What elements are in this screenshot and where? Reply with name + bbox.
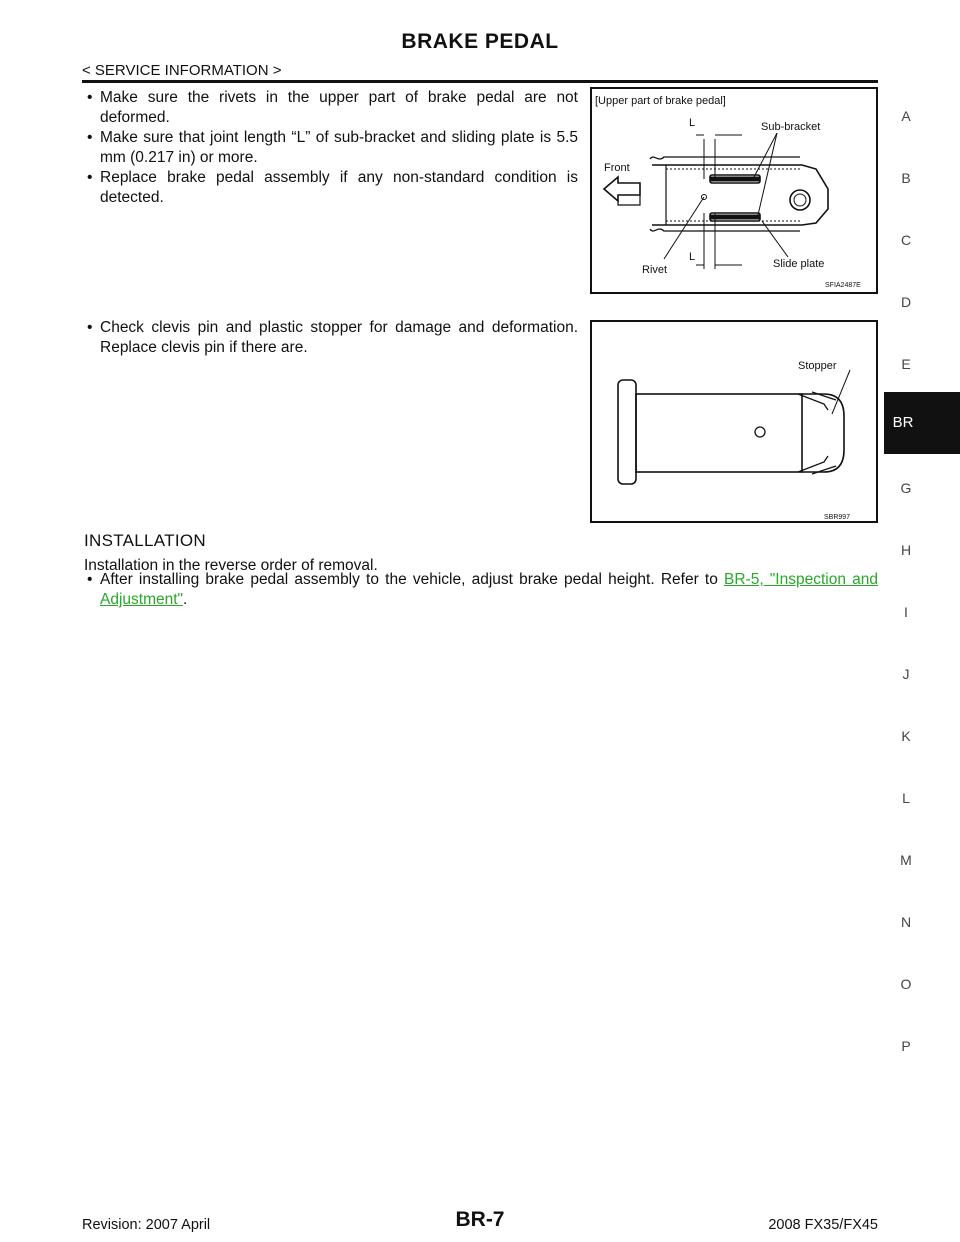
section-index-b[interactable]: B (901, 170, 911, 186)
inspection-adjustment-link[interactable]: BR-5, "Inspection and Adjustment" (100, 571, 878, 608)
figure-upper-brake-pedal (590, 87, 878, 294)
figure-clevis-pin (590, 320, 878, 523)
clevis-check-list (84, 318, 578, 358)
figure-caption: [Upper part of brake pedal] (595, 95, 726, 107)
label-stopper: Stopper (798, 360, 837, 372)
section-index-o[interactable]: O (900, 976, 912, 992)
footer-page-number: BR-7 (455, 1208, 505, 1231)
installation-heading: INSTALLATION (84, 531, 206, 550)
section-index-h[interactable]: H (900, 542, 912, 558)
label-rivet: Rivet (642, 264, 668, 276)
label-l-bottom: L (689, 251, 696, 263)
installation-intro: Installation in the reverse order of removal. (84, 557, 378, 574)
front-arrow-icon (604, 177, 640, 205)
label-sub-bracket: Sub-bracket (761, 121, 821, 133)
header-rule (82, 80, 878, 83)
label-front: Front (604, 162, 630, 174)
section-index-c[interactable]: C (900, 232, 912, 248)
page-title: BRAKE PEDAL (401, 30, 559, 53)
section-index-i[interactable]: I (904, 604, 908, 620)
footer-revision: Revision: 2007 April (82, 1217, 211, 1233)
section-tab-br-label: BR (892, 414, 914, 431)
section-label: < SERVICE INFORMATION > (82, 62, 282, 79)
list-item: • Check clevis pin and plastic stopper for damage and deformation. Replace clevis pin if there are. (84, 318, 578, 358)
footer-model: 2008 FX35/FX45 (768, 1217, 878, 1233)
label-l-top: L (689, 117, 696, 129)
section-index-m[interactable]: M (900, 852, 912, 868)
list-item (84, 570, 878, 610)
section-index-e[interactable]: E (901, 356, 911, 372)
section-index-p[interactable]: P (901, 1038, 911, 1054)
installation-text: After installing brake pedal assembly to the vehicle, adjust brake pedal height. Refer to (100, 571, 724, 588)
section-index-k[interactable]: K (901, 728, 911, 744)
section-index-l[interactable]: L (902, 790, 910, 806)
section-tab-br[interactable] (884, 392, 960, 454)
section-index-d[interactable]: D (900, 294, 912, 310)
clevis-pin-drawing (618, 370, 850, 484)
inspection-list (84, 88, 578, 208)
list-item: • Make sure that joint length “L” of sub-bracket and sliding plate is 5.5 mm (0.217 in) or more. (84, 128, 578, 168)
list-item: • Replace brake pedal assembly if any non-standard condition is detected. (84, 168, 578, 208)
label-slide-plate: Slide plate (773, 258, 825, 270)
installation-list (84, 570, 878, 610)
installation-text-end: . (183, 591, 188, 608)
section-index-j[interactable]: J (902, 666, 910, 682)
list-item: • Make sure the rivets in the upper part of brake pedal are not deformed. (84, 88, 578, 128)
section-index-g[interactable]: G (900, 480, 912, 496)
section-index-a[interactable]: A (901, 108, 911, 124)
figure-code: SFIA2487E (825, 282, 861, 289)
section-index-n[interactable]: N (900, 914, 912, 930)
pedal-bracket-drawing (650, 133, 828, 269)
figure-code: SBR997 (824, 514, 851, 521)
